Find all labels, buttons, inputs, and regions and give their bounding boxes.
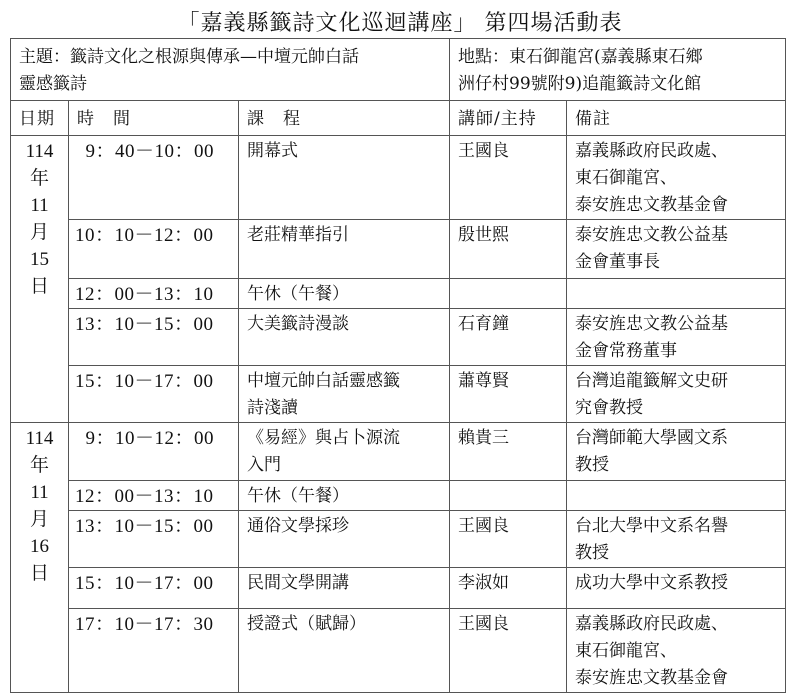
- header-speaker: 講師/主持: [450, 101, 567, 136]
- course-cell: 中壇元帥白話靈感籤 詩淺讀: [239, 366, 450, 423]
- course-cell: 民間文學開講: [239, 568, 450, 609]
- table-row: [11, 220, 786, 279]
- header-course: 課 程: [239, 101, 450, 136]
- speaker-cell: 殷世熙: [450, 220, 567, 279]
- date-cell: 114 年 11 月 15 日: [11, 136, 69, 423]
- note-cell: 泰安旌忠文教公益基 金會董事長: [567, 220, 786, 279]
- table-row: [11, 511, 786, 568]
- time-cell: 9：10－12：00: [69, 423, 239, 481]
- time-cell: 17：10－17：30: [69, 609, 239, 693]
- date-cell: 114 年 11 月 16 日: [11, 423, 69, 693]
- time-cell: 15：10－17：00: [69, 366, 239, 423]
- speaker-cell: 賴貴三: [450, 423, 567, 481]
- note-cell: 泰安旌忠文教公益基 金會常務董事: [567, 309, 786, 366]
- time-cell: 13：10－15：00: [69, 309, 239, 366]
- speaker-cell: 李淑如: [450, 568, 567, 609]
- speaker-cell: 王國良: [450, 609, 567, 693]
- course-cell: 午休（午餐）: [239, 481, 450, 511]
- table-row: [11, 309, 786, 366]
- speaker-cell: 石育鐘: [450, 309, 567, 366]
- note-cell: 嘉義縣政府民政處、 東石御龍宮、 泰安旌忠文教基金會: [567, 609, 786, 693]
- table-row: [11, 481, 786, 511]
- table-row: [11, 279, 786, 309]
- speaker-cell: 蕭尊賢: [450, 366, 567, 423]
- header-row: [11, 101, 786, 136]
- time-cell: 12：00－13：10: [69, 279, 239, 309]
- time-cell: 15：10－17：00: [69, 568, 239, 609]
- course-cell: 開幕式: [239, 136, 450, 220]
- course-cell: 授證式（賦歸）: [239, 609, 450, 693]
- note-cell: 台北大學中文系名譽 教授: [567, 511, 786, 568]
- header-note: 備註: [567, 101, 786, 136]
- table-row: [11, 568, 786, 609]
- speaker-cell: [450, 481, 567, 511]
- course-cell: 老莊精華指引: [239, 220, 450, 279]
- info-row: [11, 39, 786, 101]
- course-cell: 大美籤詩漫談: [239, 309, 450, 366]
- speaker-cell: 王國良: [450, 136, 567, 220]
- course-cell: 《易經》與占卜源流 入門: [239, 423, 450, 481]
- time-cell: 13：10－15：00: [69, 511, 239, 568]
- note-cell: 台灣追龍籤解文史研 究會教授: [567, 366, 786, 423]
- note-cell: 嘉義縣政府民政處、 東石御龍宮、 泰安旌忠文教基金會: [567, 136, 786, 220]
- speaker-cell: [450, 279, 567, 309]
- table-row: [11, 423, 786, 481]
- speaker-cell: 王國良: [450, 511, 567, 568]
- course-cell: 通俗文學採珍: [239, 511, 450, 568]
- table-row: [11, 366, 786, 423]
- header-date: 日期: [11, 101, 69, 136]
- document-title: 「嘉義縣籤詩文化巡迴講座」 第四場活動表: [177, 11, 623, 36]
- note-cell: [567, 279, 786, 309]
- note-cell: [567, 481, 786, 511]
- note-cell: 台灣師範大學國文系 教授: [567, 423, 786, 481]
- course-cell: 午休（午餐）: [239, 279, 450, 309]
- table-row: [11, 136, 786, 220]
- time-cell: 10：10－12：00: [69, 220, 239, 279]
- table-row: [11, 609, 786, 693]
- schedule-table: [10, 38, 786, 693]
- time-cell: 9：40－10：00: [69, 136, 239, 220]
- header-time: 時 間: [69, 101, 239, 136]
- time-cell: 12：00－13：10: [69, 481, 239, 511]
- location-cell: 地點：東石御龍宮(嘉義縣東石鄉 洲仔村99號附9)追龍籤詩文化館: [450, 39, 786, 101]
- theme-cell: 主題：籤詩文化之根源與傳承—中壇元帥白話 靈感籤詩: [11, 39, 450, 101]
- note-cell: 成功大學中文系教授: [567, 568, 786, 609]
